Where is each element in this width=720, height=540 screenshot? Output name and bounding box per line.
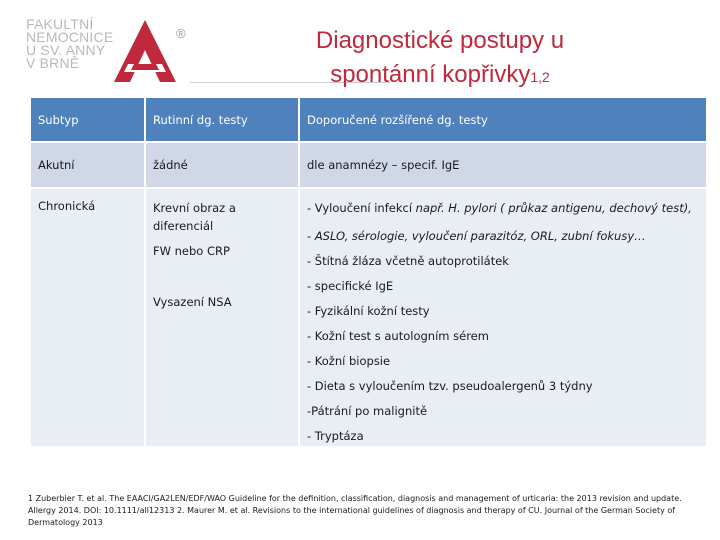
header-extended-tests: Doporučené rozšířené dg. testy [300, 98, 706, 141]
list-item [307, 224, 699, 249]
logo-a-mark-icon [114, 20, 176, 82]
registered-mark: ® [176, 26, 186, 41]
item-italic-text: ASLO, sérologie, vyloučení parazitóz, ORL, zubní fokusy… [314, 229, 646, 243]
title-superscript: 1,2 [530, 69, 550, 85]
routine-test-blood-count: Krevní obraz a diferenciál [153, 201, 236, 233]
routine-test-fw-crp: FW nebo CRP [153, 244, 230, 258]
cell-chronic-subtype: Chronická [31, 189, 144, 446]
list-item: - Kožní test s autologním sérem [307, 329, 489, 343]
list-item: - specifické IgE [307, 279, 394, 293]
list-item: - Kožní biopsie [307, 354, 391, 368]
table-header-row [31, 98, 706, 141]
diagnostics-table [31, 98, 706, 446]
logo-line-3: U SV. ANNY [26, 42, 106, 58]
cell-acute-subtype: Akutní [31, 143, 144, 187]
list-item: - Štítná žláza včetně autoprotilátek [307, 254, 509, 268]
slide-title [270, 24, 610, 92]
title-line-2-text: spontánní kopřivky [330, 61, 531, 88]
hospital-logo [26, 18, 186, 84]
references-footnote: 1 Zuberbier T. et al. The EAACI/GA2LEN/EDF/WAO Guideline for the definition, classification, diagnosis and management of urticaria: the 2013 revision and update. Allergy 2014. DOI: 10.1111/all12313 2. Maurer M. et al. Revisions to the international guidelines of diagnosis and therapy of CU. Journal of the German Society of Dermatology 2013 [28, 494, 682, 527]
list-item: - Tryptáza [307, 429, 364, 443]
logo-line-4: V BRNĚ [26, 55, 80, 71]
item-text: - Vyloučení infekcí [307, 201, 416, 215]
cell-chronic-extended [300, 189, 706, 446]
logo-line-1: FAKULTNÍ [26, 16, 94, 32]
item-italic-text: např. H. pylori ( průkaz antigenu, dechový test), [415, 201, 692, 215]
title-line-1: Diagnostické postupy u [315, 27, 565, 54]
table-row-chronic [31, 189, 706, 446]
table-row-acute [31, 143, 706, 187]
logo-line-2: NEMOCNICE [26, 29, 114, 45]
header-subtyp: Subtyp [31, 98, 144, 141]
list-item: - Dieta s vyloučením tzv. pseudoalergenů 3 týdny [307, 379, 593, 393]
list-item [307, 199, 699, 217]
cell-chronic-routine [146, 189, 298, 446]
cell-acute-routine: žádné [146, 143, 298, 187]
routine-test-nsaid: Vysazení NSA [153, 295, 232, 309]
title-line-2 [270, 58, 610, 92]
list-item: - Fyzikální kožní testy [307, 304, 430, 318]
logo-text [26, 18, 113, 70]
list-item: -Pátrání po malignitě [307, 404, 428, 418]
header-routine-tests: Rutinní dg. testy [146, 98, 298, 141]
item-text: - [307, 229, 315, 243]
cell-acute-extended: dle anamnézy – specif. IgE [300, 143, 706, 187]
